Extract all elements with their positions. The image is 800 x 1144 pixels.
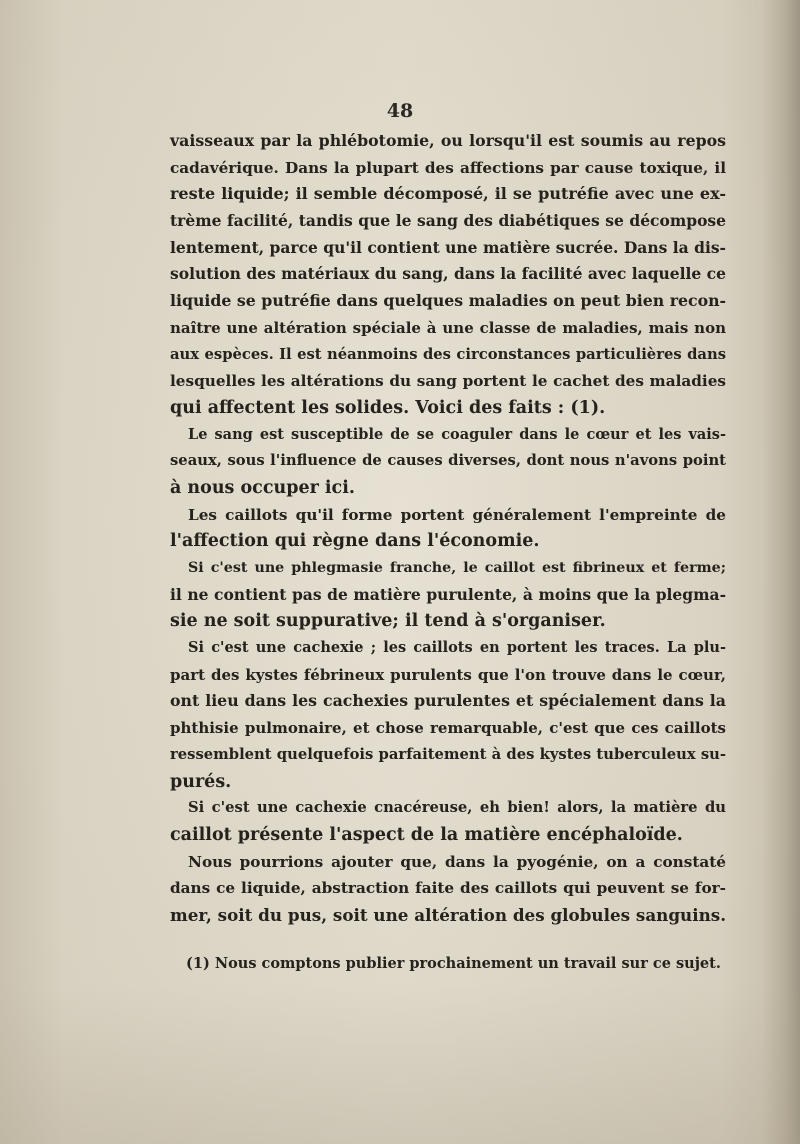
text-line: solution des matériaux du sang, dans la facilité avec laquelle ce — [170, 264, 726, 284]
text-line: Les caillots qu'il forme portent généralement l'empreinte de — [188, 505, 726, 524]
text-line: lesquelles les altérations du sang portent le cachet des maladies — [170, 372, 726, 391]
body-text — [170, 128, 726, 929]
text-line: naître une altération spéciale à une classe de maladies, mais non — [170, 318, 726, 337]
text-line: mer, soit du pus, soit une altération des globules sanguins. — [170, 904, 727, 925]
text-line: part des kystes fébrineux purulents que l'on trouve dans le cœur, — [170, 665, 726, 684]
page-bottom-shade — [0, 984, 800, 1144]
text-line: dans ce liquide, abstraction faite des caillots qui peuvent se for- — [170, 879, 726, 898]
text-line: caillot présente l'aspect de la matière encéphaloïde. — [170, 824, 683, 845]
text-line: seaux, sous l'influence de causes diverses, dont nous n'avons point — [170, 452, 726, 470]
text-line: Nous pourrions ajouter que, dans la pyogénie, on a constaté — [188, 852, 726, 871]
text-line: aux espèces. Il est néanmoins des circonstances particulières dans — [170, 345, 726, 363]
page-edge-shadow — [762, 0, 800, 1144]
text-line: Si c'est une cachexie cnacéreuse, eh bien! alors, la matière du — [188, 799, 726, 817]
text-line: liquide se putréfie dans quelques maladies on peut bien recon- — [170, 291, 727, 311]
text-line: Le sang est susceptible de se coaguler dans le cœur et les vais- — [188, 425, 726, 443]
text-line: il ne contient pas de matière purulente, à moins que la plegma- — [170, 584, 726, 604]
text-line: trème facilité, tandis que le sang des diabétiques se décompose — [170, 211, 726, 231]
page-number: 48 — [386, 100, 414, 122]
text-line: reste liquide; il semble décomposé, il se putréfie avec une ex- — [170, 184, 726, 204]
text-line: ont lieu dans les cachexies purulentes et spécialement dans la — [170, 691, 726, 711]
text-line: cadavérique. Dans la plupart des affections par cause toxique, il — [170, 158, 726, 177]
text-line: à nous occuper ici. — [170, 477, 355, 498]
text-line: purés. — [170, 771, 232, 792]
text-line: Si c'est une phlegmasie franche, le caillot est fibrineux et ferme; — [188, 560, 726, 576]
text-line: vaisseaux par la phlébotomie, ou lorsqu'il est soumis au repos — [170, 131, 726, 150]
text-line: qui affectent les solides. Voici des faits : (1). — [170, 397, 606, 418]
text-line: lentement, parce qu'il contient une matière sucrée. Dans la dis- — [170, 237, 726, 257]
footnote: (1) Nous comptons publier prochainement un travail sur ce sujet. — [186, 955, 721, 972]
text-line: phthisie pulmonaire, et chose remarquable, c'est que ces caillots — [170, 719, 726, 738]
text-line: ressemblent quelquefois parfaitement à des kystes tuberculeux su- — [170, 745, 726, 763]
text-line: Si c'est une cachexie ; les caillots en portent les traces. La plu- — [188, 639, 726, 657]
text-line: sie ne soit suppurative; il tend à s'organiser. — [170, 611, 606, 632]
text-line: l'affection qui règne dans l'économie. — [170, 531, 540, 552]
